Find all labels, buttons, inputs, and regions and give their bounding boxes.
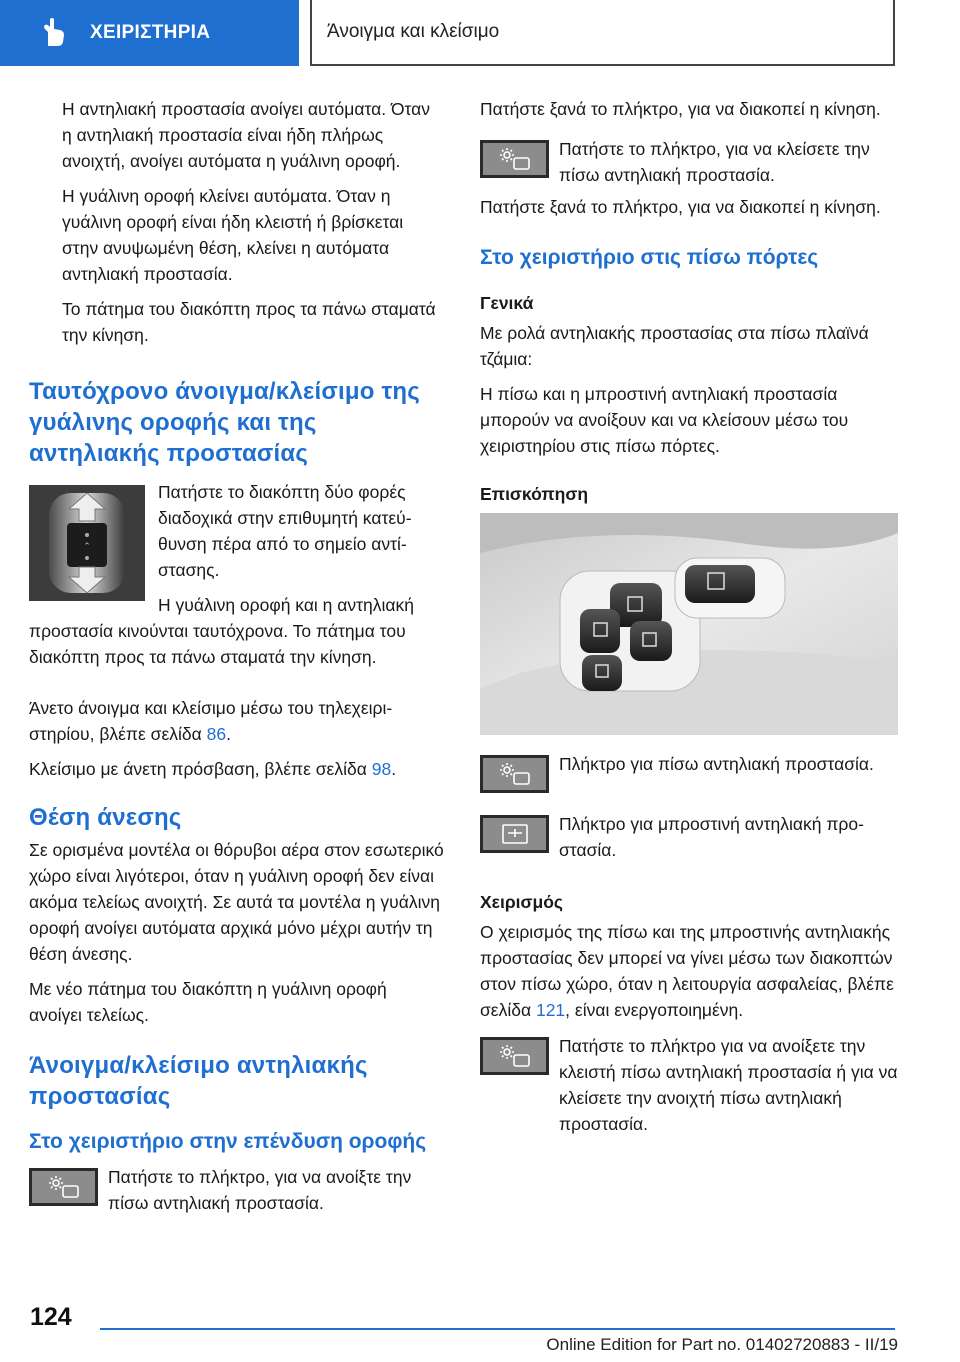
front-sunshade-button-icon <box>480 815 549 853</box>
paragraph: Σε ορισμένα μοντέλα οι θόρυβοι αέρα στον εσωτερικό χώρο είναι λιγότεροι, όταν η γυάλινη οροφή δεν είναι ακόμα τελείως ανοιχτή. Σε αυτά τα μοντέλα η γυάλινη οροφή ανοίγει αυτόματα αρχικά μόνο μέχρι αυτήν τη θέση άνεσης. <box>29 840 444 964</box>
section-tab[interactable] <box>0 0 299 66</box>
right-column <box>480 96 898 1143</box>
instruction-row <box>29 1164 444 1216</box>
chapter-title-box <box>311 0 895 66</box>
paragraph <box>29 695 444 747</box>
heading-simultaneous: Ταυτόχρονο άνοιγμα/κλείσιμο της γυάλινης οροφής και της αντηλιακής προστασίας <box>29 378 420 467</box>
heading-sunshade: Άνοιγμα/κλείσιμο αντηλιακής προστασίας <box>29 1052 368 1110</box>
rear-sunshade-button-icon <box>480 140 549 178</box>
paragraph <box>29 756 444 782</box>
page-number: 124 <box>30 1303 72 1331</box>
rear-sunshade-button-icon <box>29 1168 98 1206</box>
hand-pointer-icon <box>36 16 70 50</box>
switch-illustration <box>29 485 145 601</box>
instruction-row <box>480 811 898 863</box>
paragraph: Πατήστε το πλήκτρο για να ανοίξετε την κλειστή πίσω αντηλιακή προστασία ή για να κλείσετε την ανοιχτή πίσω αντηλιακή προστασία. <box>559 1036 898 1134</box>
chapter-title: Άνοιγμα και κλείσιμο <box>327 21 500 42</box>
paragraph: Η πίσω και η μπροστινή αντηλιακή προστασία μπορούν να ανοίξουν και να κλείσουν μέσω του χειριστηρίου στις πίσω πόρτες. <box>480 384 849 456</box>
page-link-98[interactable]: 98 <box>371 759 392 779</box>
roof-switch-icon <box>29 485 145 601</box>
edition-note: Online Edition for Part no. 01402720883 - II/19 <box>546 1335 898 1354</box>
instruction-row <box>480 1033 898 1137</box>
rear-sunshade-button-icon <box>480 755 549 793</box>
paragraph: Η γυάλινη οροφή κλείνει αυτόματα. Όταν η γυάλινη οροφή είναι ήδη κλειστή ή βρίσκεται στην ανυψωμένη θέση, κλείνει η αυτόματα αντηλιακή προστασία. <box>62 186 404 284</box>
paragraph: Πατήστε το πλήκτρο, για να ανοίξτε την πίσω αντηλιακή προστασία. <box>108 1167 412 1213</box>
paragraph: Πατήστε το διακόπτη δύο φορές διαδοχικά στην επιθυμητή κατεύθυνση πέρα από το σημείο αντίστασης. <box>158 482 412 580</box>
door-switch-photo <box>480 513 898 735</box>
text: . <box>226 724 231 744</box>
heading-operation: Χειρισμός <box>480 892 563 912</box>
heading-general: Γενικά <box>480 293 534 313</box>
text: Άνετο άνοιγμα και κλείσιμο μέσω του τηλεχειριστηρίου, βλέπε σελίδα <box>29 698 393 744</box>
paragraph: Πλήκτρο για μπροστινή αντηλιακή προστασία. <box>559 814 864 860</box>
paragraph: Το πάτημα του διακόπτη προς τα πάνω σταματά την κίνηση. <box>62 299 436 345</box>
text: Ο χειρισμός της πίσω και της μπροστινής αντηλιακής προστασίας δεν μπορεί να γίνει μέσω των διακοπτών στον πίσω χώρο, όταν η λειτουργία ασφαλείας, βλέπε σελίδα <box>480 922 894 1020</box>
heading-headliner-control: Στο χειριστήριο στην επένδυση οροφής <box>29 1130 427 1153</box>
heading-overview: Επισκόπηση <box>480 484 589 504</box>
paragraph: Η γυάλινη οροφή και η αντηλιακή προστασία κινούνται ταυτόχρονα. Το πάτημα του διακόπτη προς τα πάνω σταματά την κίνηση. <box>29 595 415 667</box>
rear-sunshade-button-icon <box>480 1037 549 1075</box>
svg-text:⌃: ⌃ <box>83 542 91 552</box>
paragraph: Με νέο πάτημα του διακόπτη η γυάλινη οροφή ανοίγει τελείως. <box>29 979 387 1025</box>
text: Κλείσιμο με άνετη πρόσβαση, βλέπε σελίδα <box>29 759 372 779</box>
text: , είναι ενεργοποιημένη. <box>565 1000 744 1020</box>
instruction-row <box>480 751 898 793</box>
instruction-row <box>480 136 898 188</box>
page-link-86[interactable]: 86 <box>206 724 227 744</box>
paragraph: Πατήστε το πλήκτρο, για να κλείσετε την πίσω αντηλιακή προστασία. <box>559 139 870 185</box>
paragraph: Πατήστε ξανά το πλήκτρο, για να διακοπεί η κίνηση. <box>480 197 881 217</box>
paragraph: Η αντηλιακή προστασία ανοίγει αυτόματα. Όταν η αντηλιακή προστασία είναι ήδη πλήρως ανοιχτή, ανοίγει αυτόματα η γυάλινη οροφή. <box>62 99 431 171</box>
footer-rule <box>100 1328 895 1330</box>
paragraph <box>480 919 898 1023</box>
section-label: ΧΕΙΡΙΣΤΗΡΙΑ <box>90 22 211 43</box>
page-link-121[interactable]: 121 <box>535 1000 566 1020</box>
heading-rear-doors: Στο χειριστήριο στις πίσω πόρτες <box>480 246 819 269</box>
paragraph: Πλήκτρο για πίσω αντηλιακή προστασία. <box>559 754 874 774</box>
left-column <box>29 96 444 1222</box>
heading-comfort-position: Θέση άνεσης <box>29 804 182 831</box>
paragraph: Με ρολά αντηλιακής προστασίας στα πίσω πλαϊνά τζάμια: <box>480 323 869 369</box>
paragraph: Πατήστε ξανά το πλήκτρο, για να διακοπεί η κίνηση. <box>480 99 881 119</box>
text: . <box>391 759 397 779</box>
